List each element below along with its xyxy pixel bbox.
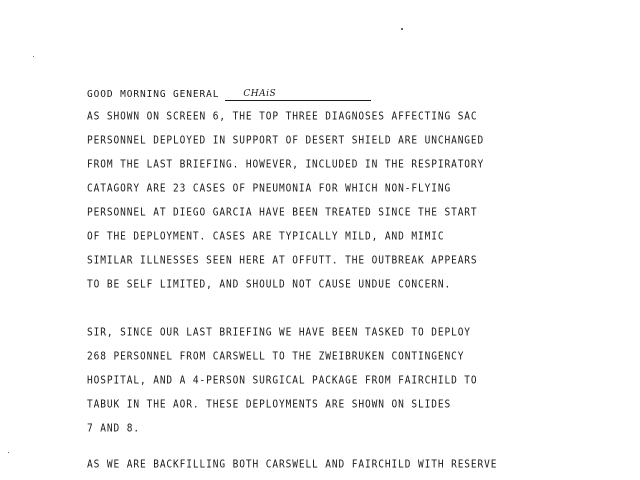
body-line-4: CATAGORY ARE 23 CASES OF PNEUMONIA FOR WHICH NON-FLYING bbox=[87, 183, 452, 195]
name-blank bbox=[225, 88, 371, 101]
body-line-2: PERSONNEL DEPLOYED IN SUPPORT OF DESERT SHIELD ARE UNCHANGED bbox=[87, 135, 485, 147]
handwritten-name: CHAiS bbox=[243, 89, 277, 99]
greeting-line bbox=[87, 88, 371, 101]
body-line-11: HOSPITAL, AND A 4-PERSON SURGICAL PACKAGE FROM FAIRCHILD TO bbox=[87, 375, 478, 387]
body-line-10: 268 PERSONNEL FROM CARSWELL TO THE ZWEIBRUKEN CONTINGENCY bbox=[87, 351, 465, 363]
body-line-13: 7 AND 8. bbox=[87, 423, 140, 435]
body-line-9: SIR, SINCE OUR LAST BRIEFING WE HAVE BEEN TASKED TO DEPLOY bbox=[87, 327, 471, 339]
body-line-3: FROM THE LAST BRIEFING. HOWEVER, INCLUDED IN THE RESPIRATORY bbox=[87, 159, 485, 171]
body-line-12: TABUK IN THE AOR. THESE DEPLOYMENTS ARE SHOWN ON SLIDES bbox=[87, 399, 452, 411]
scan-speck bbox=[8, 452, 9, 453]
body-line-1: AS SHOWN ON SCREEN 6, THE TOP THREE DIAGNOSES AFFECTING SAC bbox=[87, 111, 478, 123]
greeting-text: GOOD MORNING GENERAL bbox=[87, 89, 220, 100]
body-line-5: PERSONNEL AT DIEGO GARCIA HAVE BEEN TREATED SINCE THE START bbox=[87, 207, 478, 219]
body-line-6: OF THE DEPLOYMENT. CASES ARE TYPICALLY MILD, AND MIMIC bbox=[87, 231, 445, 243]
body-line-14: AS WE ARE BACKFILLING BOTH CARSWELL AND FAIRCHILD WITH RESERVE bbox=[87, 459, 498, 471]
body-line-8: TO BE SELF LIMITED, AND SHOULD NOT CAUSE UNDUE CONCERN. bbox=[87, 279, 452, 291]
scan-speck bbox=[401, 28, 403, 30]
scan-speck bbox=[33, 56, 34, 57]
body-line-7: SIMILAR ILLNESSES SEEN HERE AT OFFUTT. THE OUTBREAK APPEARS bbox=[87, 255, 478, 267]
